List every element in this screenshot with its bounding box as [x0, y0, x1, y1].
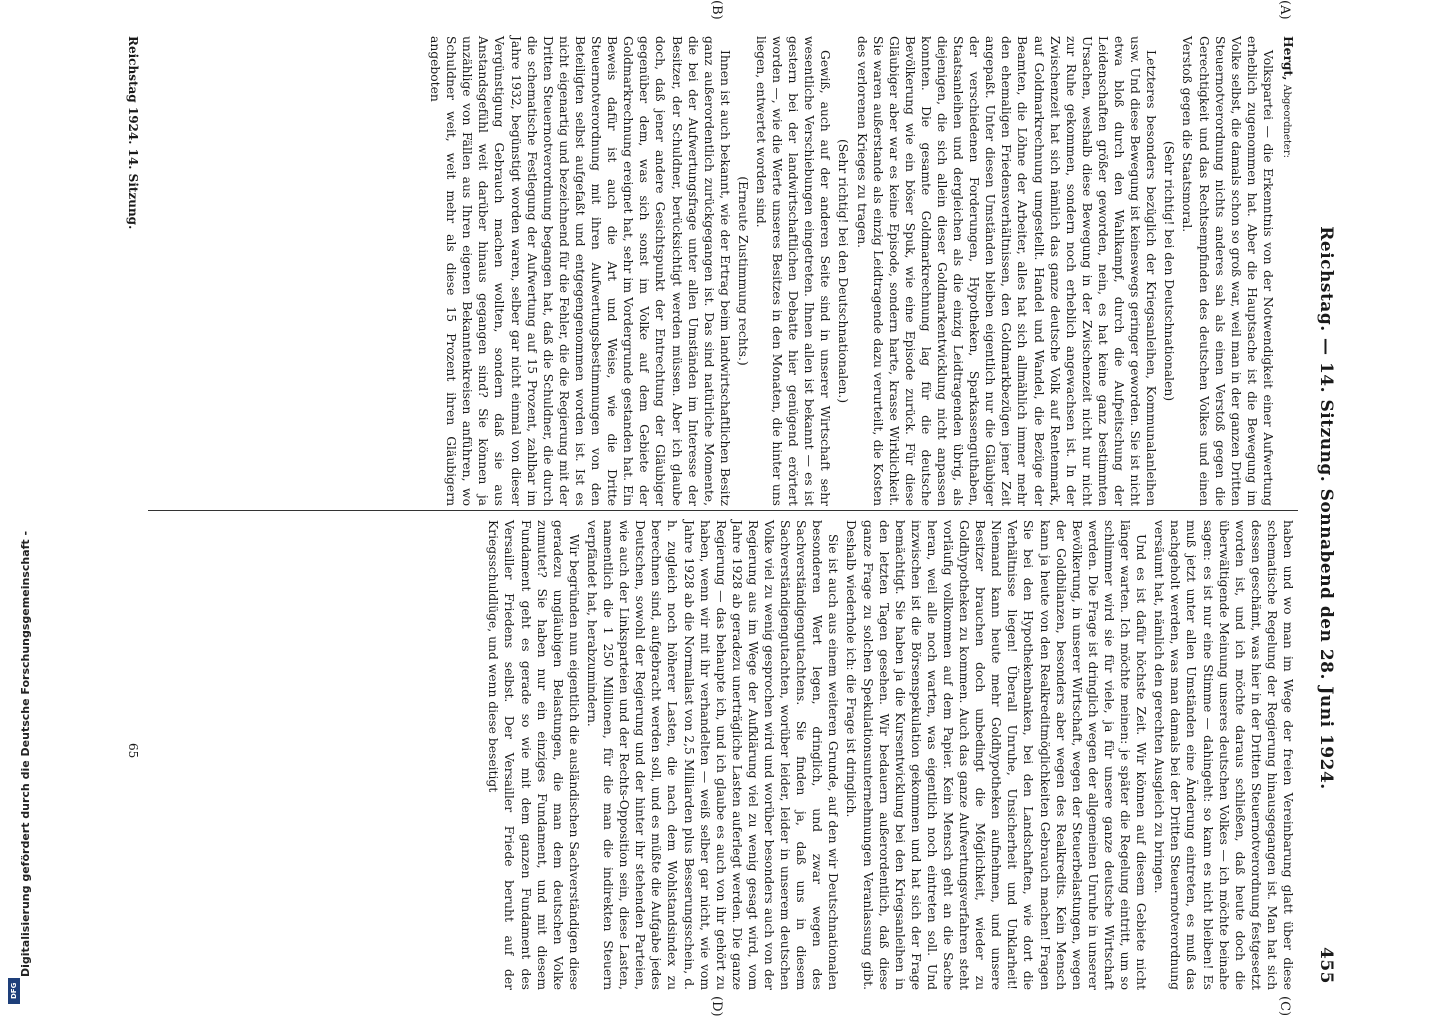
document-page: [116, 0, 1336, 1017]
paragraph: Sie ist auch aus einem weiteren Grunde, auf den wir Deutschnationalen besonderen Wert legen, dringlich, und zwar wegen des Sachverständigengutachtens. Sie finden ja, daß uns in diesem Sachverständigengutachten, worüber leider, leider in unserem deutschen Volke viel zu wenig gesprochen wird und worüber besonders auch von der Regierung aus im Wege der Aufklärung viel zu wenig gesagt wird, vom Jahre 1928 ab geradezu unerträgliche Lasten auferlegt werden. Die ganze Regierung — das behaupte ich, und ich glaube es auch von ihr gehört zu haben, wenn wir mit ihr verhandelten — weiß selber gar nicht, wie vom Jahre 1928 ab die Normallast von 2,5 Milliarden plus Besserungsschein, d. h. zugleich noch höherer Lasten, die nach dem Wohlstandsindex zu berechnen sind, aufgebracht werden soll, und es müßte die Aufgabe jedes Deutschen, sowohl der Regierung und der hinter ihr stehenden Parteien, wie auch der Linksparteien und der Rechts-Opposition sein, diese Lasten, namentlich die 1 250 Millionen, für die man die indirekten Steuern verpfändet hat, herabzumindern.: [584, 520, 841, 990]
paragraph: Ihnen ist auch bekannt, wie der Ertrag beim landwirtschaftlichen Besitz ganz außerordentlich zurückgegangen ist. Das sind natürliche Momente, die bei der Aufwertungsfrage unter allen Umständen im Interesse der Besitzer, der Schuldner, berücksichtigt werden müssen. Aber ich glaube doch, daß jener andere Gesichtspunkt der Entrechtung der Gläubiger gegenüber dem, was sich sonst im Volke auf dem Gebiete der Goldmarkrechnung ereignet hat, sehr im Vordergrunde gestanden hat. Ein Beweis dafür ist auch die Art und Weise, wie die Dritte Steuernotverordnung mit ihren Aufwertungsbestimmungen von den Beteiligten selbst aufgefaßt und entgegengenommen worden ist. Ist es nicht eigenartig und bezeichnend für die Fehler, die die Regierung mit der Dritten Steuernotverordnung begangen hat, daß die Schuldner, die durch die schematische Festlegung der Aufwertung auf 15 Prozent, zahlbar im Jahre 1932, begünstigt worden waren, selber gar nicht einmal von dieser Vergünstigung Gebrauch machen wollten, sondern daß sie aus Anstandsgefühl weit darüber hinaus gegangen sind? Sie können ja unzählige von Fällen aus Ihren eigenen Bekanntenkreisen anführen, wo Schuldner weit, weit mehr als diese 15 Prozent ihren Gläubigern angeboten: [428, 36, 732, 506]
margin-letter-a: (A): [1277, 0, 1292, 20]
right-column: [483, 520, 1296, 990]
paragraph: Volkspartei — die Erkenntnis von der Notwendigkeit einer Aufwertung erheblich zugenommen hat. Aber die Hauptsache ist die Bewegung im Volke selbst, die damals schon so groß war, weil man in der ganzen Dritten Steuernotverordnung nichts anderes sah als einen Verstoß gegen die Gerechtigkeit und das Rechtsempfinden des deutschen Volkes und einen Verstoß gegen die Staatsmoral.: [1180, 36, 1275, 506]
paragraph: Gewiß, auch auf der anderen Seite sind in unserer Wirtschaft sehr wesentliche Verschiebungen eingetreten. Ihnen allen ist bekannt — es ist gestern bei der landwirtschaftlichen Debatte hier genügend erörtert worden —, wie die Werte unseres Besitzes in den Monaten, die hinter uns liegen, entwertet worden sind.: [754, 36, 833, 506]
sheet-signature: 65: [126, 743, 140, 759]
dfg-logo-icon: DFG: [8, 978, 20, 1004]
interjection: (Erneute Zustimmung rechts.): [735, 176, 750, 366]
credit-text: Digitalisierung gefördert durch die Deutsche Forschungsgemeinschaft -: [19, 530, 32, 977]
paragraph: Letzteres besonders bezüglich der Kriegsanleihen, Kommunalanleihen usw. Und diese Bewegung ist keineswegs geringer geworden. Sie ist nicht etwa bloß durch den Wahlkampf, durch die Aufpeitschung der Leidenschaften größer geworden, nein, es hat keine ganz bestimmten Ursachen, weshalb diese Bewegung in der Zwischenzeit nicht nur nicht zur Ruhe gekommen, sondern noch erheblich angewachsen ist. In der Zwischenzeit hat sich nämlich das ganze deutsche Volk auf Rentenmark, auf Goldmarkrechnung umgestellt. Handel und Wandel, die Bezüge der Beamten, die Löhne der Arbeiter, alles hat sich allmählich immer mehr den ehemaligen Friedensverhältnissen, den Goldmarkbezügen jener Zeit angepaßt. Unter diesen Umständen bleiben eigentlich nur die Gläubiger der verschiedenen Forderungen, Hypotheken, Sparkassenguthaben, Staatsanleihen und dergleichen als die einzig Leidtragenden übrig, als diejenigen, die sich allein dieser Goldmarkentwicklung nicht anpassen konnten. Die gesamte Goldmarkrechnung lag für die deutsche Bevölkerung wie ein böser Spuk, wie eine Episode zurück. Für diese Gläubiger aber war es keine Episode, sondern harte, krasse Wirklichkeit. Sie waren außerstande als einzig Leidtragende dazu verurteilt, die Kosten des verlorenen Krieges zu tragen.: [854, 36, 1159, 506]
footer-session: Reichstag 1924. 14. Sitzung.: [126, 36, 140, 230]
interjection: (Sehr richtig! bei den Deutschnationalen): [1162, 140, 1177, 402]
page-number: 455: [1316, 947, 1336, 984]
margin-letter-d: (D): [709, 996, 724, 1017]
column-divider: [148, 510, 1298, 511]
speaker-role: Abgeordneter:: [1281, 84, 1292, 158]
paragraph: haben und wo man im Wege der freien Vereinbarung glatt über diese schematische Regelung der Regierung hinausgegangen ist. Man hat sich dessen geschämt, was hier in der Dritten Steuernotverordnung festgesetzt worden ist, und ich möchte daraus schließen, daß heute doch die überwältigende Meinung unseres deutschen Volkes — ich möchte beinahe sagen: es ist nur eine Stimme — dahingeht: so kann es nicht bleiben! Es muß jetzt unter allen Umständen eine Änderung eintreten, es muß das nachgeholt werden, was man damals bei der Dritten Steuernotverordnung versäumt hat, nämlich den gerechten Ausgleich zu bringen.: [1152, 520, 1295, 990]
running-title: Reichstag. — 14. Sitzung. Sonnabend den 28. Juni 1924.: [1316, 226, 1336, 790]
speaker-name: Hergt,: [1281, 36, 1296, 81]
digitization-credit: [6, 12, 32, 1000]
page-header: [1310, 28, 1336, 988]
paragraph: Und es ist dafür höchste Zeit. Wir können auf diesem Gebiete nicht länger warten. Ich möchte meinen: je später die Regelung eintritt, um so schlimmer wird sie für viele, ja für unsere ganze deutsche Wirtschaft werden. Die Frage ist dringlich wegen der allgemeinen Unruhe in unserer Bevölkerung, in unserer Wirtschaft, wegen der Steuerbelastungen, wegen der Goldbilanzen, besonders aber wegen des Realkredits. Kein Mensch kann ja heute von den Realkreditmöglichkeiten Gebrauch machen! Fragen Sie bei den Hypothekenbanken, bei den Landschaften, wie dort die Verhältnisse liegen! Überall Unruhe, Unsicherheit und Unklarheit! Niemand kann heute mehr Goldhypotheken aufnehmen, und unsere Besitzer brauchen doch unbedingt die Möglichkeit, wieder zu Goldhypotheken zu kommen. Auch das ganze Aufwertungsverfahren steht vorläufig vollkommen auf dem Papier. Kein Mensch geht an die Sache heran, weil alle noch warten, was eigentlich noch eintreten soll. Und inzwischen ist die Börsenspekulation gekommen und hat sich der Frage bemächtigt. Sie haben ja die Kursentwicklung bei den Kriegsanleihen in den letzten Tagen gesehen. Wir bedauern außerordentlich, daß diese ganze Frage zu solchen Spekulationsunternehmungen Veranlassung gibt. Deshalb wiederhole ich: die Frage ist dringlich.: [844, 520, 1149, 990]
margin-letter-b: (B): [709, 0, 724, 20]
paragraph: Wir begründen nun eigentlich die ausländischen Sachverständigen diese geradezu ungläubigen Belastungen, die man dem deutschen Volke zumutet? Sie haben nur ein einziges Fundament, und mit diesem Fundament geht es gerade so wie mit dem ganzen Fundament des Versailler Friedens selbst. Der Versailler Friede beruht auf der Kriegsschuldlüge, und wenn diese beseitigt: [486, 520, 581, 990]
margin-letter-c: (C): [1277, 996, 1292, 1017]
interjection: (Sehr richtig! bei den Deutschnationalen.): [836, 138, 851, 404]
left-column: [425, 36, 1296, 506]
